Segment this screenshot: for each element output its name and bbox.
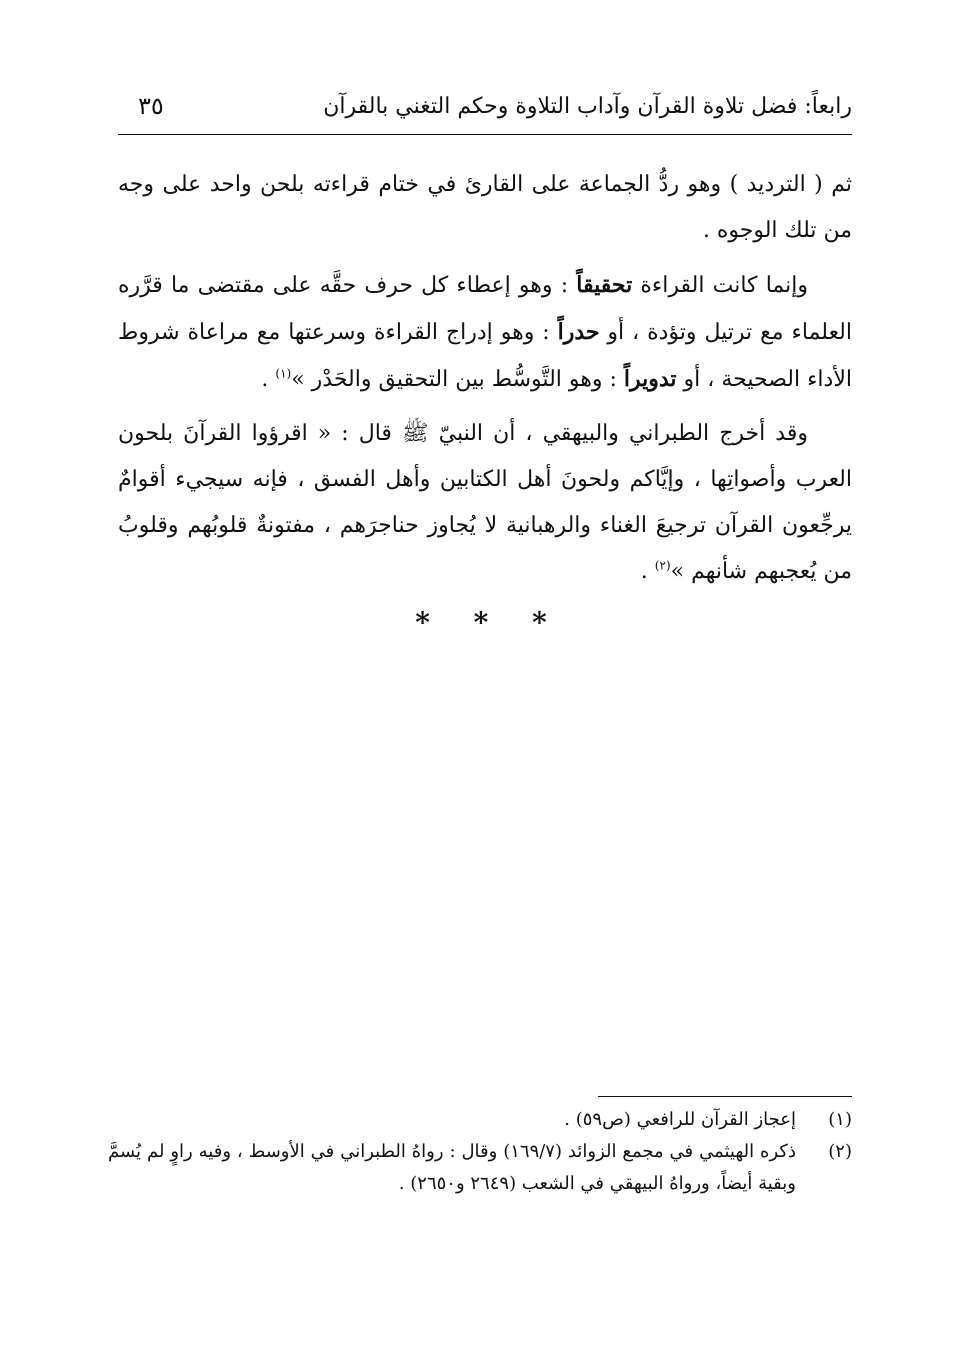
term-tahqiq: تحقيقاً (576, 272, 633, 298)
paragraph-hadith (118, 411, 852, 595)
text-span: : وهو إعطاء كل حرف حقَّه على مقتضى ما قرَّره العلماء مع ترتيل وتؤدة ، أو (118, 273, 852, 345)
footnote-ref-2[interactable]: (٢) (654, 558, 671, 573)
text-span: : وهو إدراج القراءة وسرعتها مع مراعاة شروط الأداء الصحيحة ، أو (118, 320, 852, 392)
footnote-number: (٢) (828, 1141, 852, 1162)
page-number: ٣٥ (138, 92, 164, 120)
paragraph-tardeed: ثم ( الترديد ) وهو ردُّ الجماعة على القارئ في ختام قراءته بلحن واحد على وجه من تلك الوجوه . (118, 172, 852, 243)
text-span: . (640, 559, 655, 584)
main-text (118, 162, 852, 595)
footnote-text: ذكره الهيثمي في مجمع الزوائد (١٦٩/٧) وقال : رواهُ الطبراني في الأوسط ، وفيه راوٍ لم يُسمَّ وبقية أيضاً، ورواهُ البيهقي في الشعب (٢٦٤٩ و٢٦٥٠) . (108, 1141, 796, 1194)
footnote-number: (١) (828, 1109, 852, 1130)
footnote-ref-1[interactable]: (١) (275, 366, 292, 381)
text-span: وإنما كانت القراءة (632, 273, 808, 298)
section-separator: * * * (415, 606, 547, 639)
footnote-text: إعجاز القرآن للرافعي (ص٥٩) . (564, 1109, 796, 1130)
header-rule (118, 134, 852, 135)
term-hadr: حدراً (557, 319, 600, 345)
text-span: . (261, 367, 276, 392)
footnote-rule (598, 1096, 852, 1097)
running-title: رابعاً: فضل تلاوة القرآن وآداب التلاوة وحكم التغني بالقرآن (323, 94, 852, 119)
footnote-1 (108, 1104, 852, 1136)
footnotes (108, 1104, 852, 1200)
paragraph-reading-styles (118, 262, 852, 403)
footnote-2 (108, 1136, 852, 1200)
text-span: : وهو التَّوسُّط بين التحقيق والحَدْر » (291, 367, 624, 392)
page-header (118, 86, 852, 130)
term-tadweer: تدويراً (623, 366, 677, 392)
text-span: وقد أخرج الطبراني والبيهقي ، أن النبيّ ﷺ قال : « اقرؤوا القرآنَ بلحون العرب وأصواتِها ، وإيَّاكم ولحونَ أهل الكتابين وأهل الفسق ، فإنه سيجيء أقوامٌ يرجِّعون القرآن ترجيعَ الغناء والرهبانية لا يُجاوز حناجرَهم ، مفتونةٌ قلوبُهم وقلوبُ من يُعجبهم شأنهم » (118, 421, 852, 584)
